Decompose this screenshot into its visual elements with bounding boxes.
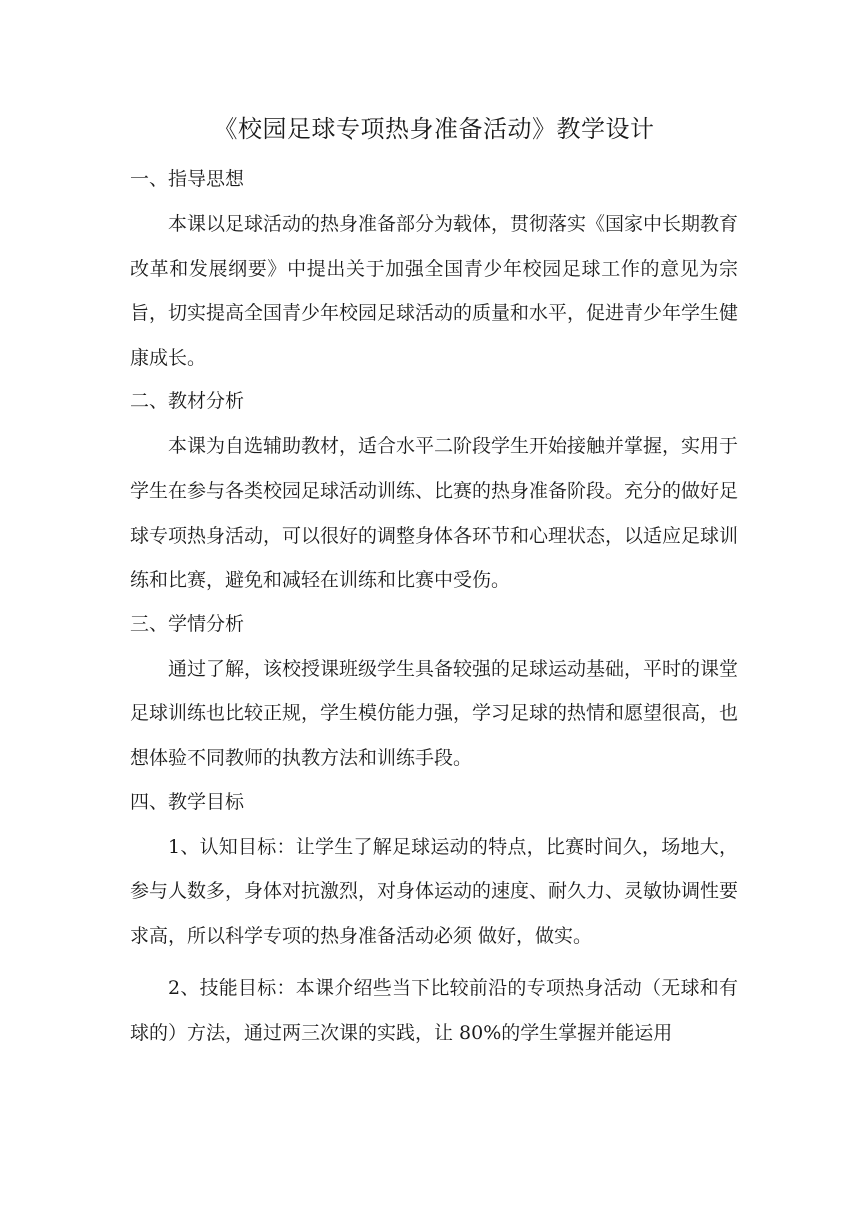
paragraph: 2、技能目标：本课介绍些当下比较前沿的专项热身活动（无球和有球的）方法，通过两三次课的实践，让 80%的学生掌握并能运用 [130,977,738,1044]
paragraph: 本课以足球活动的热身准备部分为载体，贯彻落实《国家中长期教育改革和发展纲要》中提出关于加强全国青少年校园足球工作的意见为宗旨，切实提高全国青少年校园足球活动的质量和水平，促进青少年学生健康成长。 [130,213,739,369]
section-guiding-ideology [130,166,738,380]
document-title: 《校园足球专项热身准备活动》教学设计 [213,115,655,143]
paragraph: 本课为自选辅助教材，适合水平二阶段学生开始接触并掌握，实用于学生在参与各类校园足球活动训练、比赛的热身准备阶段。充分的做好足球专项热身活动，可以很好的调整身体各环节和心理状态，以适应足球训练和比赛，避免和减轻在训练和比赛中受伤。 [130,435,739,592]
paragraph: 1、认知目标：让学生了解足球运动的特点，比赛时间久，场地大，参与人数多，身体对抗激烈，对身体运动的速度、耐久力、灵敏协调性要求高，所以科学专项的热身准备活动必须 做好，做实。 [130,835,739,947]
section-material-analysis [130,388,738,602]
section-teaching-objectives [130,789,738,1056]
section-heading: 二、教材分析 [130,390,245,413]
section-heading: 三、学情分析 [130,612,245,635]
section-heading: 一、指导思想 [130,168,245,190]
section-heading: 四、教学目标 [130,790,245,813]
paragraph: 通过了解，该校授课班级学生具备较强的足球运动基础，平时的课堂足球训练也比较正规，学生模仿能力强，学习足球的热情和愿望很高，也想体验不同教师的执教方法和训练手段。 [130,657,739,769]
section-student-analysis [130,611,738,781]
document-page [130,112,738,1064]
